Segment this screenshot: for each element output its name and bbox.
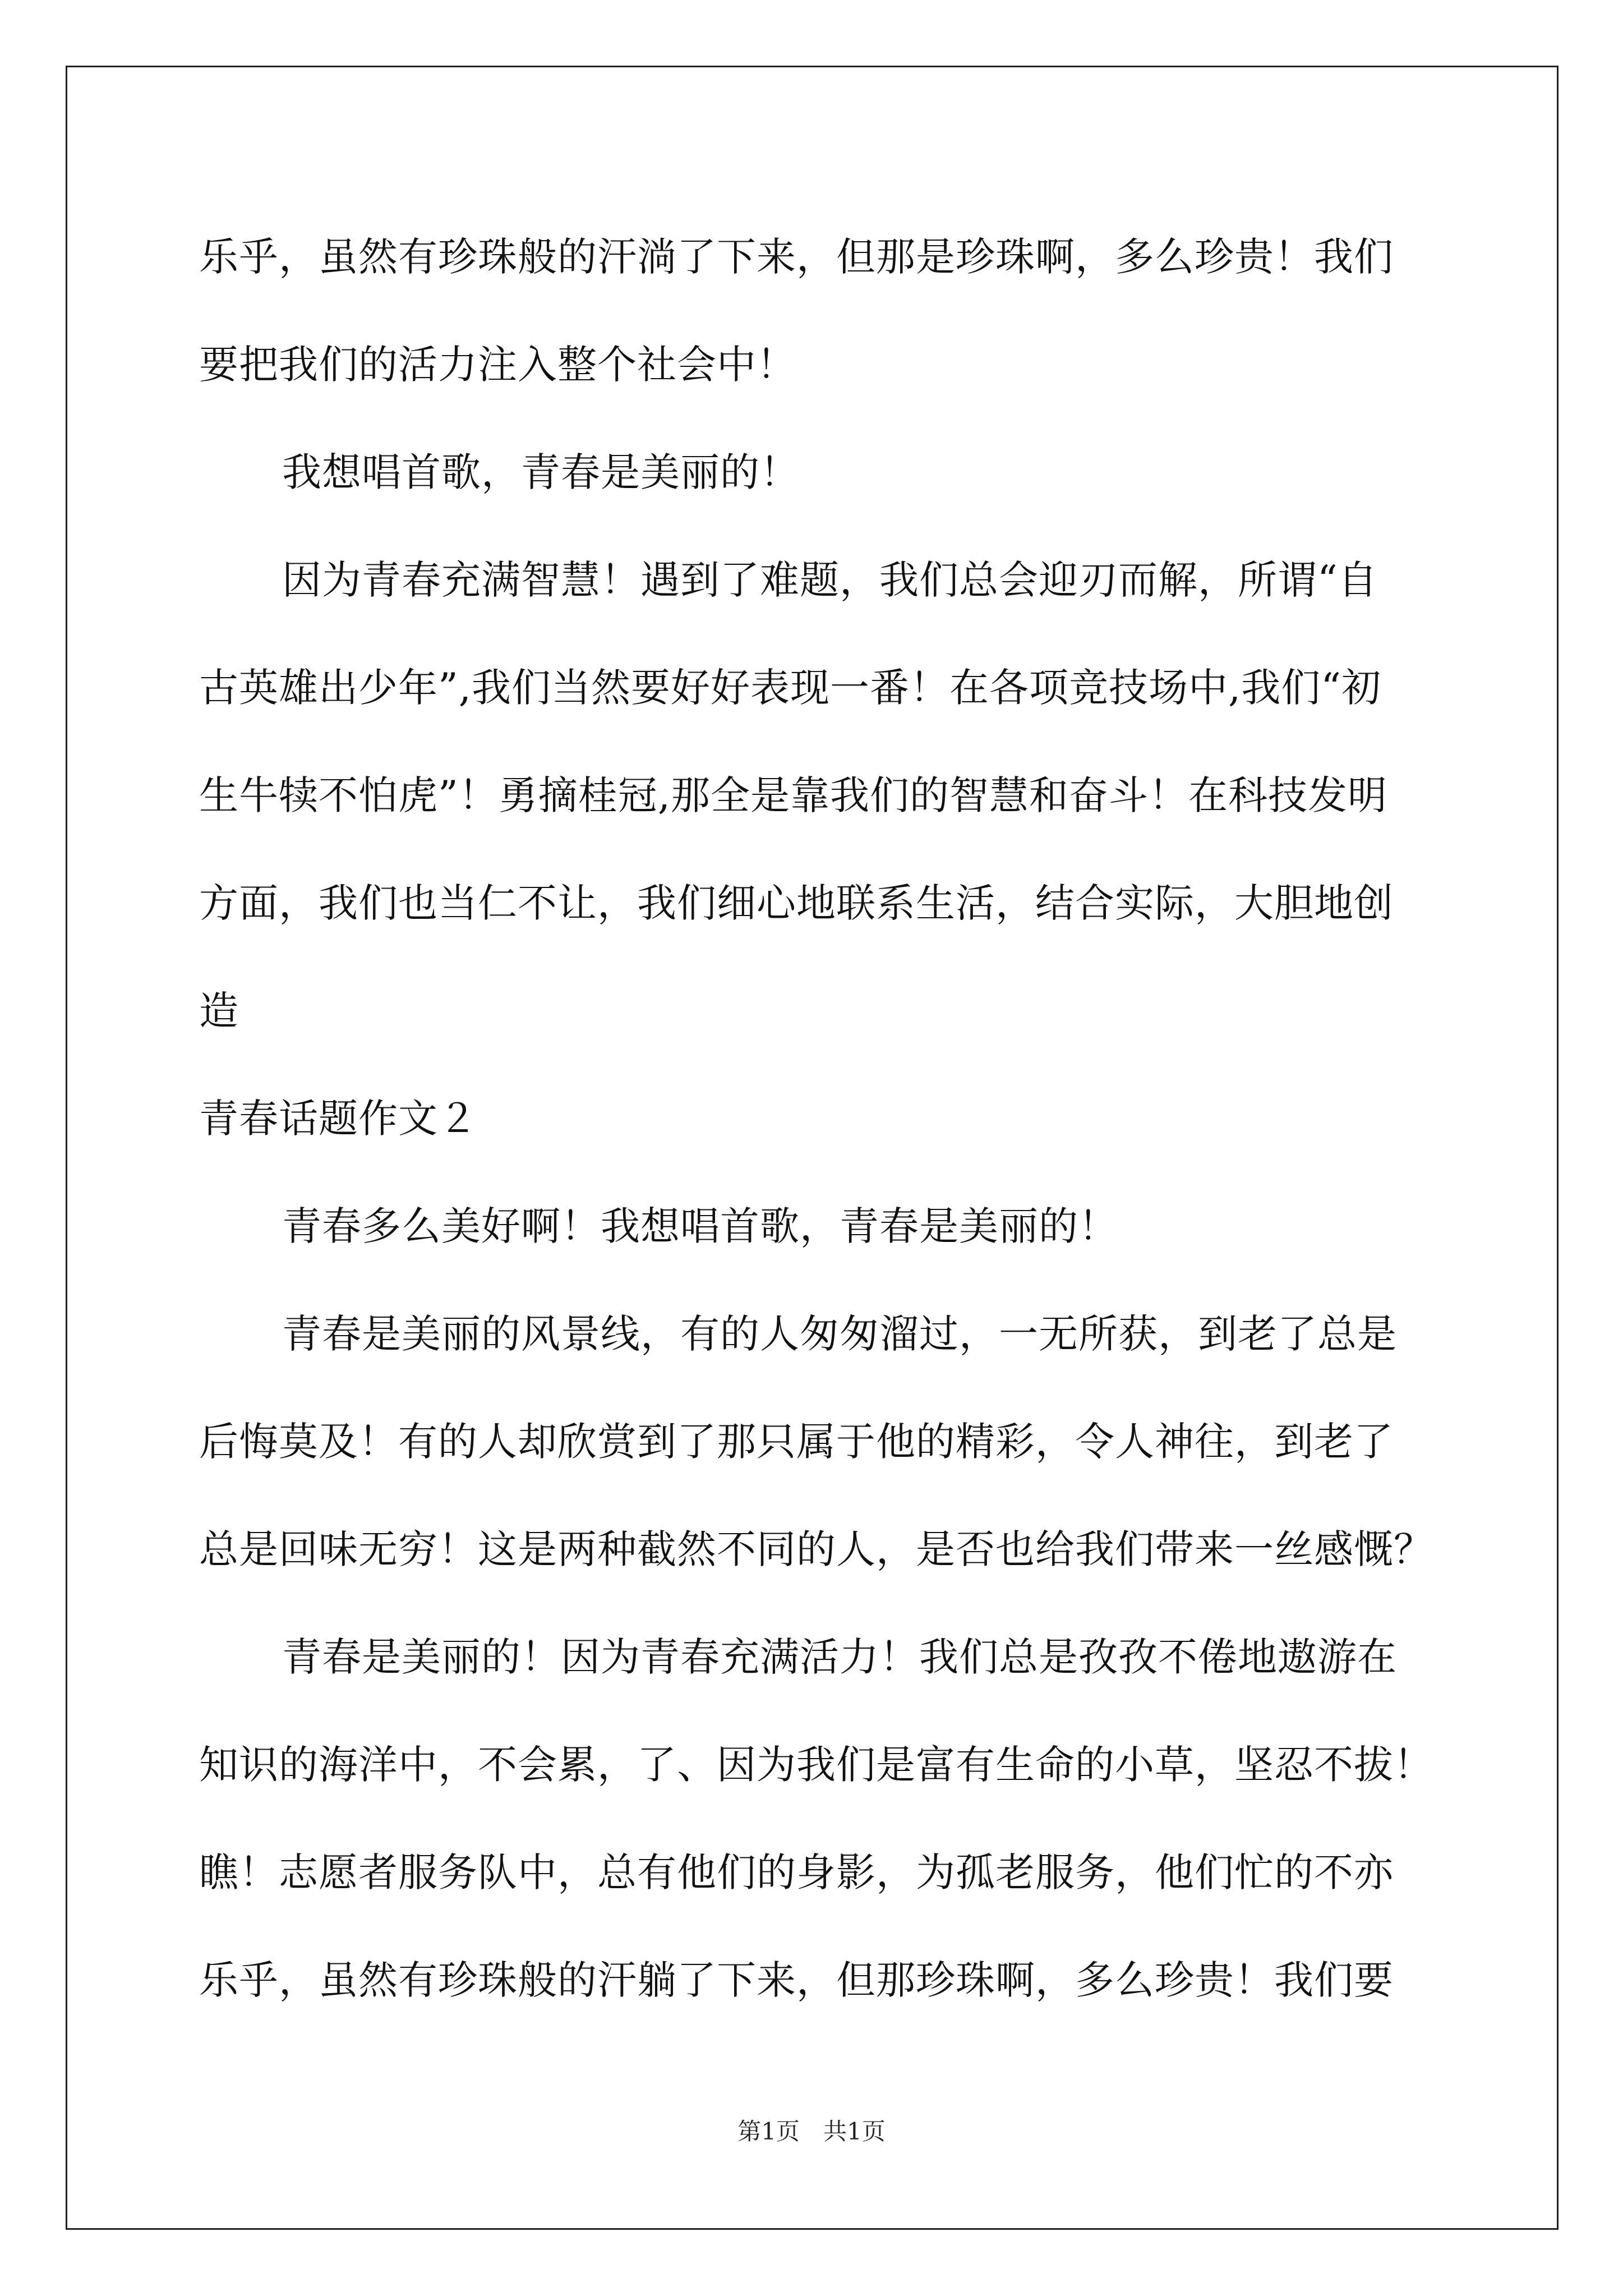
text-line: 古英雄出少年”,我们当然要好好表现一番！在各项竞技场中,我们“初 [199,665,1382,711]
text-line: 我想唱首歌，青春是美丽的！ [282,449,800,495]
text-line: 要把我们的活力注入整个社会中！ [199,342,796,388]
text-line: 青春是美丽的！因为青春充满活力！我们总是孜孜不倦地遨游在 [282,1634,1397,1680]
page-footer: 第1页 共1页 [737,2118,886,2145]
text-line: 青春多么美好啊！我想唱首歌，青春是美丽的！ [282,1203,1118,1249]
text-line: 生牛犊不怕虎”！勇摘桂冠,那全是靠我们的智慧和奋斗！在科技发明 [199,772,1388,818]
text-line: 后悔莫及！有的人却欣赏到了那只属于他的精彩，令人神往，到老了 [199,1419,1394,1465]
text-line: 乐乎，虽然有珍珠般的汗躺了下来，但那珍珠啊，多么珍贵！我们要 [199,1957,1394,2003]
text-line: 瞧！志愿者服务队中，总有他们的身影，为孤老服务，他们忙的不亦 [199,1849,1394,1895]
text-line: 知识的海洋中，不会累，了、因为我们是富有生命的小草，坚忍不拔！ [199,1742,1433,1788]
text-line: 乐乎，虽然有珍珠般的汗淌了下来，但那是珍珠啊，多么珍贵！我们 [199,234,1394,280]
section-heading: 青春话题作文２ [199,1096,478,1142]
text-line: 造 [199,988,239,1034]
text-line: 因为青春充满智慧！遇到了难题，我们总会迎刃而解，所谓“自 [282,557,1378,603]
text-line: 青春是美丽的风景线，有的人匆匆溜过，一无所获，到老了总是 [282,1311,1397,1357]
text-line: 总是回味无穷！这是两种截然不同的人，是否也给我们带来一丝感慨？ [199,1526,1433,1572]
text-line: 方面，我们也当仁不让，我们细心地联系生活，结合实际，大胆地创 [199,880,1394,926]
